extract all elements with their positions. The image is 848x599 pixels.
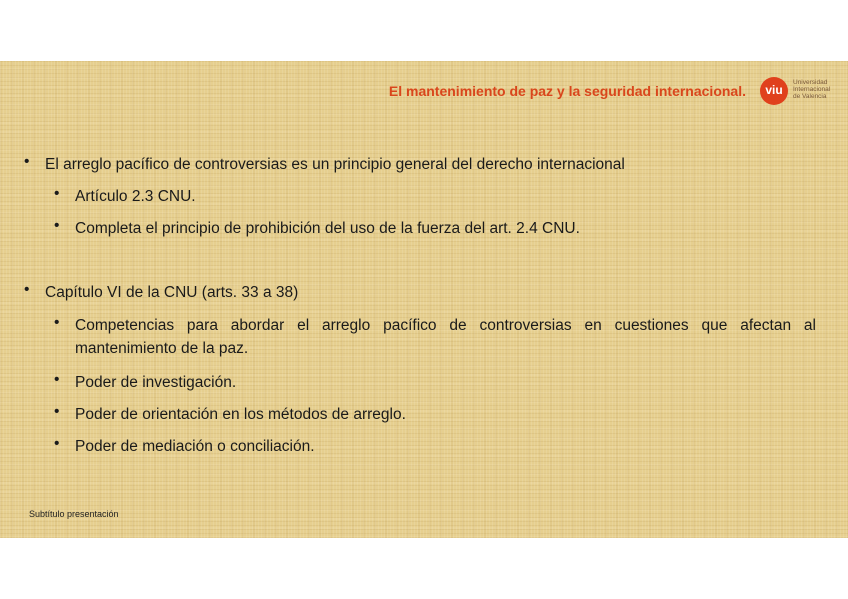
slide-header-title: El mantenimiento de paz y la seguridad internacional. [388, 83, 746, 99]
sub-bullet-item [54, 371, 816, 394]
sub-bullet-text: Completa el principio de prohibición del uso de la fuerza del art. 2.4 CNU. [75, 220, 580, 237]
bullet-dot: • [54, 217, 60, 234]
bullet-item-2 [24, 281, 298, 304]
sub-bullet-text: Artículo 2.3 CNU. [75, 188, 196, 205]
bullet-dot: • [54, 314, 60, 331]
bullet-dot: • [24, 153, 30, 170]
presentation-subtitle: Subtítulo presentación [29, 509, 119, 519]
viu-logo [760, 75, 830, 107]
sub-bullet-text: Poder de mediación o conciliación. [75, 438, 315, 455]
sub-bullet-text: Poder de orientación en los métodos de arreglo. [75, 406, 406, 423]
bullet-dot: • [54, 371, 60, 388]
sub-bullet-text: Poder de investigación. [75, 374, 237, 391]
sub-bullet-text: Competencias para abordar el arreglo pacífico de controversias en cuestiones que afectan al mantenimiento de la paz. [75, 317, 816, 357]
bullet-dot: • [54, 403, 60, 420]
bullet-dot: • [54, 185, 60, 202]
slide [0, 61, 848, 538]
viu-logo-mark: viu [760, 77, 788, 105]
sub-bullet-item [54, 185, 816, 208]
bullet-dot: • [24, 281, 30, 298]
bullet-dot: • [54, 435, 60, 452]
viu-logo-text: Universidad Internacional de Valencia [793, 79, 831, 100]
sub-bullet-item [54, 217, 816, 240]
bullet-text: Capítulo VI de la CNU (arts. 33 a 38) [45, 284, 299, 301]
sub-bullet-item [54, 403, 816, 426]
sub-bullet-item [54, 435, 816, 458]
bullet-text: El arreglo pacífico de controversias es un principio general del derecho internacional [45, 156, 625, 173]
sub-bullet-item [54, 314, 816, 360]
bullet-item-1 [24, 153, 625, 176]
